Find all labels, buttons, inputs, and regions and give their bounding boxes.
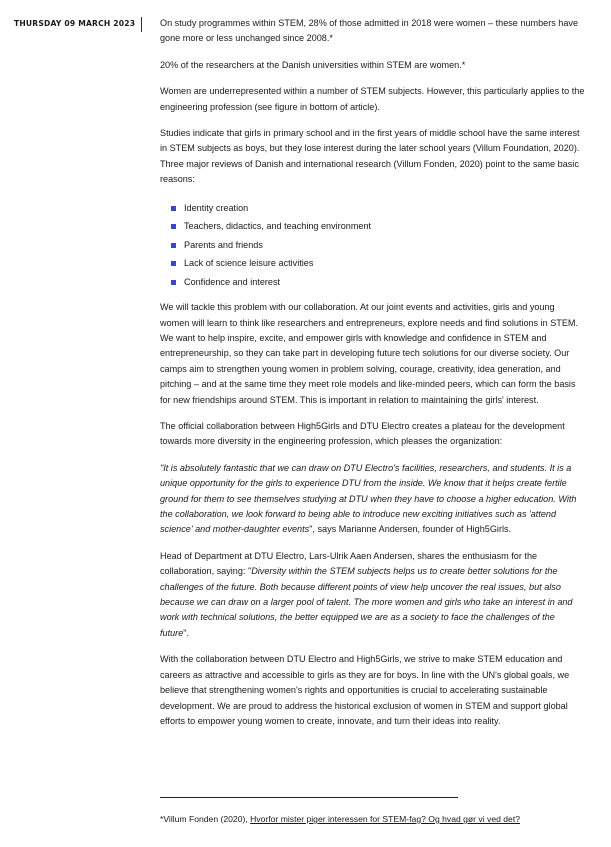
list-item-label: Identity creation <box>184 202 249 213</box>
reasons-list <box>160 199 586 292</box>
paragraph-collaboration: We will tackle this problem with our collaboration. At our joint events and activities, girls and young women will learn to think like researchers and entrepreneurs, explore needs and find solutions in STEM. We want to help inspire, excite, and empower girls with knowledge and confidence in STEM and entrepreneurship, so they can take part in developing future tech solutions for our diverse society. Our camps aim to strengthen young women in problem solving, courage, creativity, idea generation, and pitching – and at the same time they meet role models and like-minded peers, which can form the basis for new friendships around STEM. This is important in relation to maintaining the girls' interest. <box>160 302 579 405</box>
bullet-icon <box>171 280 176 285</box>
footnote-divider <box>160 797 458 798</box>
paragraph-studies: Studies indicate that girls in primary school and in the first years of middle school have the same interest in STEM subjects as boys, but they lose interest during the later school years (Villum Foundation, 2020). Three major reviews of Danish and international research (Villum Fonden, 2020) point to the same basic reasons: <box>160 128 580 185</box>
founder-attribution: ", says Marianne Andersen, founder of High5Girls. <box>309 524 512 535</box>
footnote-source: *Villum Fonden (2020), <box>160 814 251 824</box>
bullet-icon <box>171 261 176 266</box>
paragraph-official-collaboration: The official collaboration between High5Girls and DTU Electro creates a plateau for the development towards more diversity in the engineering profession, which pleases the organization: <box>160 421 565 447</box>
founder-quote-text: "It is absolutely fantastic that we can draw on DTU Electro's facilities, researchers, and students. It is a unique opportunity for the girls to experience DTU from the inside. We know that it helps create fertile ground for them to see themselves studying at DTU when they have to choose a higher education. With the collaboration, we look forward to being able to introduce new exciting initiatives such as 'attend science' and mother-daughter events <box>160 462 577 535</box>
date-divider <box>141 17 142 32</box>
head-quote-text: Diversity within the STEM subjects helps us to create better solutions for the challenges of the future. Both because different points of view help uncover the real issues, but also because we can draw on a larger pool of talent. The more women and girls who take an interest in and work with technical solutions, the better equipped we are as a society to face the challenges of the future <box>160 566 573 638</box>
paragraph-founder-quote <box>160 461 586 538</box>
list-item-label: Teachers, didactics, and teaching environment <box>184 221 372 232</box>
bullet-icon <box>171 224 176 229</box>
paragraph-closing: With the collaboration between DTU Electro and High5Girls, we strive to make STEM education and careers as attractive and accessible to girls as they are for boys. In line with the UN's global goals, we believe that strengthening women's rights and opportunities is crucial to accelerating sustainable development. We are proud to address the historical exclusion of women in STEM and support global efforts to empower young women to create, innovate, and turn their ideas into reality. <box>160 654 570 726</box>
list-item <box>160 254 586 273</box>
list-item <box>160 199 586 218</box>
footnote <box>160 814 520 824</box>
bullet-icon <box>171 206 176 211</box>
footnote-link[interactable]: Hvorfor mister piger interessen for STEM-fag? Og hvad gør vi ved det? <box>250 814 520 824</box>
list-item <box>160 217 586 236</box>
bullet-icon <box>171 243 176 248</box>
list-item-label: Lack of science leisure activities <box>184 258 314 269</box>
list-item <box>160 273 586 292</box>
head-quote-tail: ". <box>183 627 190 638</box>
article-date: THURSDAY 09 MARCH 2023 <box>14 19 136 28</box>
paragraph-researchers: 20% of the researchers at the Danish universities within STEM are women.* <box>160 59 466 70</box>
list-item-label: Parents and friends <box>184 239 263 250</box>
list-item <box>160 236 586 255</box>
paragraph-head-quote <box>160 549 586 641</box>
paragraph-stem-admissions: On study programmes within STEM, 28% of those admitted in 2018 were women – these numbers have gone more or less unchanged since 2008.* <box>160 18 579 44</box>
article-body <box>160 16 586 740</box>
list-item-label: Confidence and interest <box>184 276 281 287</box>
head-quote-intro: Head of Department at DTU Electro, Lars-Ulrik Aaen Andersen, shares the enthusiasm for the collaboration, saying: " <box>160 550 538 577</box>
paragraph-underrepresented: Women are underrepresented within a number of STEM subjects. However, this particularly applies to the engineering profession (see figure in bottom of article). <box>160 86 585 112</box>
